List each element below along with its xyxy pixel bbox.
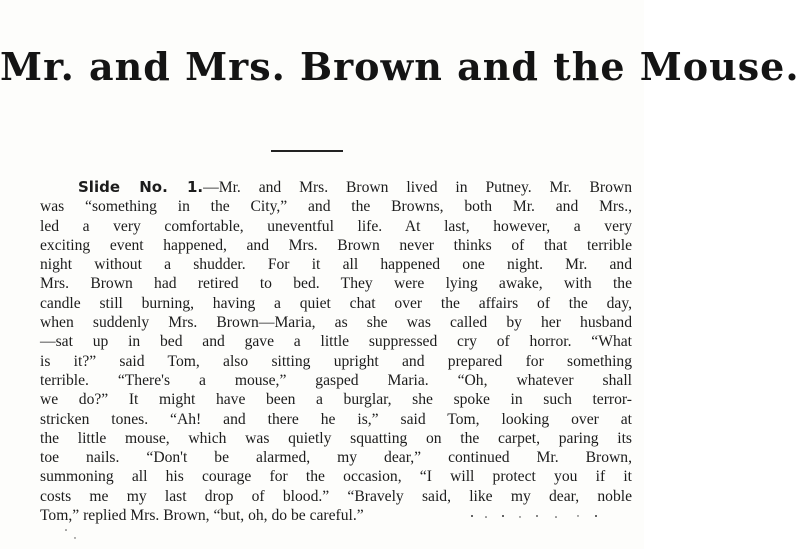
document-title: Mr. and Mrs. Brown and the Mouse. bbox=[0, 44, 800, 89]
text-line: terrible. “There's a mouse,” gasped Maria. “Oh, whatever shall bbox=[40, 371, 632, 389]
text-line: summoning all his courage for the occasion, “I will protect you if it bbox=[40, 468, 632, 486]
title-divider bbox=[271, 150, 343, 152]
text-line: —sat up in bed and gave a little suppressed cry of horror. “What bbox=[40, 333, 632, 351]
text-line: led a very comfortable, uneventful life. At last, however, a very bbox=[40, 217, 632, 235]
text-line: Tom,” replied Mrs. Brown, “but, oh, do be careful.” bbox=[40, 507, 364, 525]
text-line: is it?” said Tom, also sitting upright and prepared for something bbox=[40, 352, 632, 370]
text-line: when suddenly Mrs. Brown—Maria, as she was called by her husband bbox=[40, 314, 632, 332]
text-line: was “something in the City,” and the Browns, both Mr. and Mrs., bbox=[40, 198, 632, 216]
text-line: costs me my last drop of blood.” “Bravely said, like my dear, noble bbox=[40, 487, 632, 505]
slide-label: Slide No. 1. bbox=[78, 178, 204, 196]
text-line: candle still burning, having a quiet chat over the affairs of the day, bbox=[40, 294, 632, 312]
text-line: exciting event happened, and Mrs. Brown never thinks of that terrible bbox=[40, 236, 632, 254]
text-line: Mrs. Brown had retired to bed. They were lying awake, with the bbox=[40, 275, 632, 293]
text-line: the little mouse, which was quietly squatting on the carpet, paring its bbox=[40, 429, 632, 447]
text-line: stricken tones. “Ah! and there he is,” said Tom, looking over at bbox=[40, 410, 632, 428]
body-paragraph bbox=[40, 178, 632, 525]
text-line bbox=[40, 178, 632, 197]
text-line: toe nails. “Don't be alarmed, my dear,” continued Mr. Brown, bbox=[40, 449, 632, 467]
text-line-content: —Mr. and Mrs. Brown lived in Putney. Mr. Brown bbox=[203, 179, 632, 196]
text-line: we do?” It might have been a burglar, she spoke in such terror- bbox=[40, 391, 632, 409]
text-line: night without a shudder. For it all happened one night. Mr. and bbox=[40, 256, 632, 274]
